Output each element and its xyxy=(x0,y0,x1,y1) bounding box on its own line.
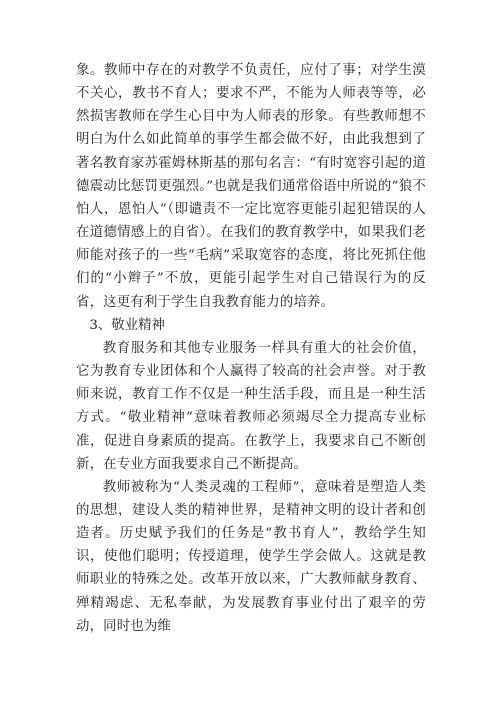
document-body xyxy=(76,59,426,638)
paragraph-education-service: 教育服务和其他专业服务一样具有重大的社会价值，它为教育专业团体和个人赢得了较高的社会声誉。对于教师来说，教育工作不仅是一种生活手段，而且是一种生活方式。“敬业精神”意味着教师必须竭尽全力提高专业标准，促进自身素质的提高。在教学上，我要求自己不断创新，在专业方面我要求自己不断提高。 xyxy=(76,340,426,472)
section-heading-dedication: 3、敬业精神 xyxy=(89,317,165,333)
paragraph-continuation: 象。教师中存在的对教学不负责任，应付了事；对学生漠不关心，教书不育人；要求不严，不能为人师表等等，必然损害教师在学生心目中为人师表的形象。有些教师想不明白为什么如此简单的事学生都会做不好，由此我想到了著名教育家苏霍姆林斯基的那句名言：“有时宽容引起的道德震动比惩罚更强烈。”也就是我们通常俗语中所说的“狼不怕人，恩怕人”（即谴责不一定比宽容更能引起犯错误的人在道德情感上的自省）。在我们的教育教学中，如果我们老师能对孩子的一些“毛病”采取宽容的态度，将比死抓住他们的“小辫子”不放，更能引起学生对自己错误行为的反省，这更有利于学生自我教育能力的培养。 xyxy=(76,63,426,310)
paragraph-soul-engineer: 教师被称为“人类灵魂的工程师”，意味着是塑造人类的思想，建设人类的精神世界，是精神文明的设计者和创造者。历史赋予我们的任务是“教书育人”，教给学生知识，使他们聪明；传授道理，使学生学会做人。这就是教师职业的特殊之处。改革开放以来，广大教师献身教育、殚精竭虑、无私奉献，为发展教育事业付出了艰辛的劳动，同时也为维 xyxy=(76,479,426,634)
